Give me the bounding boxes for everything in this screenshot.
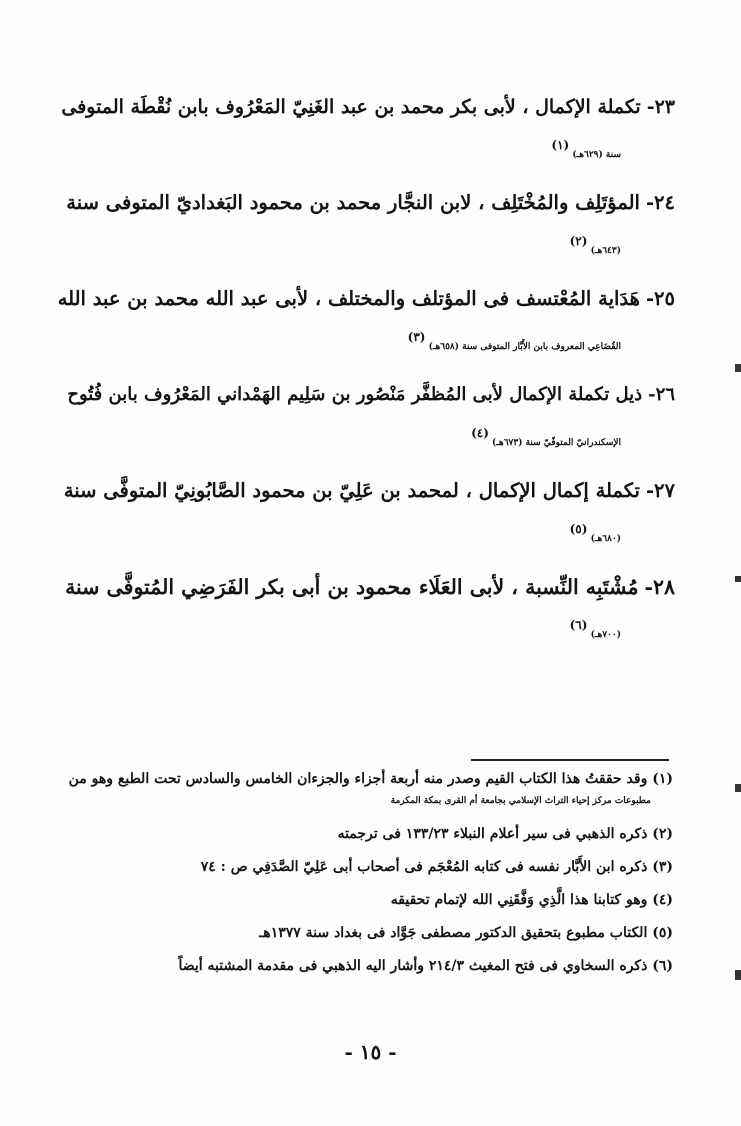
entry-line-continued [55, 322, 675, 370]
entry-text-continued: الإسكندرانيّ المتوفّيّ سنة (٦٧٣هـ) [492, 438, 621, 448]
entry-line [55, 372, 675, 418]
entry-text-continued: (٦٤٣هـ) [590, 246, 621, 256]
footnotes-section [53, 768, 673, 988]
page-number: - ١٥ - [344, 1040, 397, 1064]
entry-line-continued [55, 226, 675, 274]
entry-text-continued: القُضَاعِي المعروف بابن الأَبَّار المتوفى سنة (٦٥٨هـ) [428, 342, 621, 352]
scan-edge-mark [735, 784, 741, 792]
footnote-1 [53, 768, 673, 812]
entry-text: ذيل تكملة الإكمال لأبى المُظفَّر مَنْصُور بن سَلِيم الهَمْداني المَعْرُوف بابن فُتُوح [67, 384, 643, 405]
footnote-text-continued: مطبوعات مركز إحياء التراث الإسلامي بجامعة أم القرى بمكة المكرمة [390, 796, 651, 806]
entry-24 [55, 180, 675, 274]
scan-edge-mark [735, 970, 741, 980]
entry-line-continued [55, 418, 675, 466]
footnote-marker: (٥) [569, 522, 588, 536]
entry-text: تكملة إكمال الإكمال ، لمحمد بن عَلِيّ بن محمود الصَّابُونِيّ المتوفَّى سنة [63, 479, 640, 502]
entry-number: ٢٦- [648, 384, 675, 405]
footnote-marker: (٦) [569, 618, 588, 632]
footnote-5 [53, 922, 673, 944]
entry-number: ٢٨- [644, 575, 675, 599]
entry-23 [55, 84, 675, 178]
entry-line-continued [55, 514, 675, 562]
footnote-text: (٢) ذكره الذهبي فى سير أعلام النبلاء ١٣٣/٢٣ فى ترجمته [337, 826, 673, 842]
scan-edge-mark [735, 364, 741, 372]
footnote-divider [471, 759, 669, 761]
footnote-marker: (٢) [569, 234, 588, 248]
entry-line [55, 564, 675, 610]
entries-list [55, 84, 675, 660]
entry-text-continued: سنة (٦٢٩هـ) [572, 150, 621, 160]
entry-number: ٢٣- [646, 96, 675, 118]
scan-edge-mark [735, 576, 741, 582]
footnote-text: (٤) وهو كتابنا هذا الَّذِي وَفَّقَنِي الله لإتمام تحقيقه [390, 892, 673, 908]
footnote-marker: (٤) [471, 426, 489, 440]
footnote-text: (١) وقد حققتُ هذا الكتاب القيم وصدر منه أربعة أجزاء والجزءان الخامس والسادس تحت الطبع وهو من [68, 771, 673, 787]
entry-number: ٢٥- [645, 287, 675, 310]
entry-line-continued [55, 130, 675, 178]
entry-25 [55, 276, 675, 370]
footnote-text: (٣) ذكره ابن الأَبَّار نفسه فى كتابه المُعْجَم فى أصحاب أبى عَلِيّ الصَّدَفِي ص : ٧٤ [200, 859, 673, 875]
footnote-6 [53, 955, 673, 977]
entry-text: المؤتَلِف والمُخْتَلِف ، لابن النجَّار محمد بن محمود البَغداديّ المتوفى سنة [66, 191, 640, 214]
entry-text: هَدَاية المُعْتسف فى المؤتلف والمختلف ، لأبى عبد الله محمد بن عبد الله [57, 287, 640, 310]
footnote-4 [53, 889, 673, 911]
entry-28 [55, 564, 675, 658]
entry-text: مُشْتَبِه النِّسبة ، لأبى العَلَاء محمود بن أبى بكر الفَرَضِي المُتوفَّى سنة [65, 575, 639, 599]
entry-text-continued: (٧٠٠هـ) [590, 630, 621, 640]
entry-line [55, 84, 675, 130]
entry-line [55, 276, 675, 322]
entry-27 [55, 468, 675, 562]
entry-line [55, 180, 675, 226]
footnote-marker: (٣) [407, 330, 426, 344]
footnote-2 [53, 823, 673, 845]
footnote-3 [53, 856, 673, 878]
entry-number: ٢٧- [645, 479, 675, 502]
entry-line-continued [55, 610, 675, 658]
footnote-text: (٥) الكتاب مطبوع بتحقيق الدكتور مصطفى جَوَّاد فى بغداد سنة ١٣٧٧هـ [259, 925, 673, 941]
entry-line [55, 468, 675, 514]
footnote-marker: (١) [551, 138, 570, 152]
entry-26 [55, 372, 675, 466]
entry-text: تكملة الإكمال ، لأبى بكر محمد بن عبد الغَنِيّ المَعْرُوف بابن نُقْطَة المتوفى [61, 96, 641, 118]
entry-number: ٢٤- [645, 191, 675, 214]
footnote-text: (٦) ذكره السخاوي فى فتح المغيث ٢١٤/٣ وأشار اليه الذهبي فى مقدمة المشتبه أيضاً [178, 958, 673, 974]
entry-text-continued: (٦٨٠هـ) [590, 534, 621, 544]
